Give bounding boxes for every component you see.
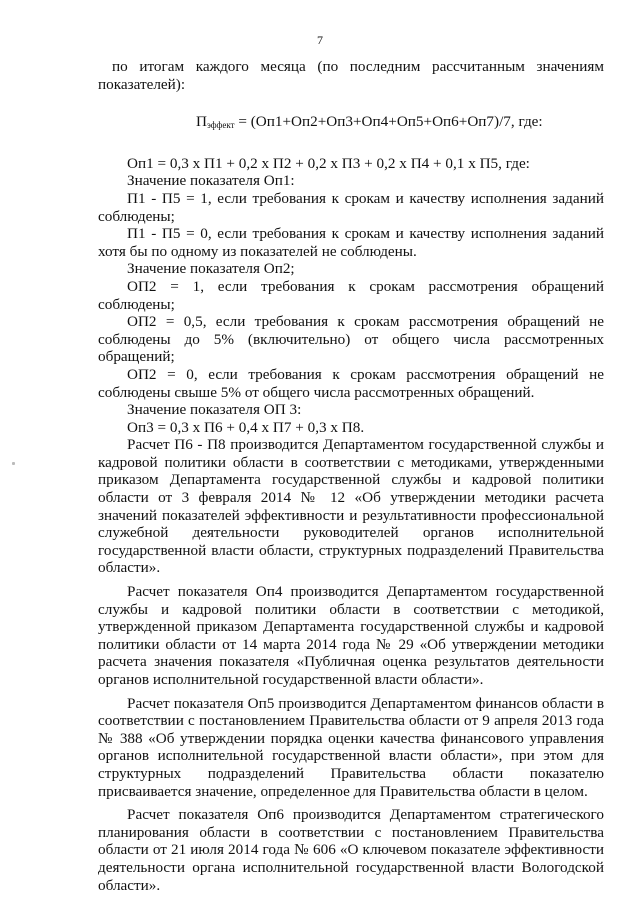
paragraph-calc-p6-p8: Расчет П6 - П8 производится Департаментом государственной службы и кадровой политики области в соответствии с методиками, утвержденными приказом Департамента государственной службы и кадровой политики области от 3 февраля 2014 № 12 «Об утверждении методики расчета значений показателей эффективности и результативности профессиональной служебной деятельности руководителей органов исполнительной государственной власти области, структурных подразделений Правительства области».	[98, 436, 604, 577]
paragraph-op1-not-met: П1 - П5 = 0, если требования к срокам и качеству исполнения заданий хотя бы по одному из показателей не соблюдены.	[98, 225, 604, 260]
page-number: 7	[317, 33, 323, 47]
heading-op2-value: Значение показателя Оп2;	[127, 260, 295, 278]
paragraph-intro: по итогам каждого месяца (по последним рассчитанным значениям показателей):	[98, 58, 604, 93]
formula-op1: Оп1 = 0,3 х П1 + 0,2 х П2 + 0,2 х П3 + 0,2 х П4 + 0,1 х П5, где:	[127, 154, 530, 172]
paragraph-calc-op5: Расчет показателя Оп5 производится Департаментом финансов области в соответствии с постановлением Правительства области от 9 апреля 2013 года № 388 «Об утверждении порядка оценки качества финансового управления органов исполнительной государственной власти области», при этом для структурных подразделений Правительства области показателю присваивается значение, определенное для Правительства области в целом.	[98, 694, 604, 800]
paragraph-op1-met: П1 - П5 = 1, если требования к срокам и качеству исполнения заданий соблюдены;	[98, 189, 604, 225]
scan-speck	[12, 462, 15, 465]
paragraph-calc-op6: Расчет показателя Оп6 производится Департаментом стратегического планирования области в соответствии с постановлением Правительства области от 21 июля 2014 года № 606 «О ключевом показателе эффективности деятельности органа исполнительной государственной власти Вологодской области».	[98, 806, 604, 894]
formula-effect	[98, 113, 604, 135]
paragraph-calc-op4: Расчет показателя Оп4 производится Департаментом государственной службы и кадровой политики области в соответствии с методикой, утвержденной приказом Департамента государственной службы и кадровой политики области от 14 марта 2014 года № 29 «Об утверждении методики расчета значения показателя «Публичная оценка результатов деятельности органов исполнительной государственной власти области».	[98, 583, 604, 688]
formula-effect-symbol: П	[196, 113, 207, 131]
heading-op1-value: Значение показателя Оп1:	[127, 172, 295, 190]
paragraph-op2-zero: ОП2 = 0, если требования к срокам рассмотрения обращений не соблюдены свыше 5% от общего числа рассмотренных обращений.	[98, 365, 604, 401]
document-body	[98, 58, 604, 894]
formula-op3: Оп3 = 0,3 х П6 + 0,4 х П7 + 0,3 х П8.	[127, 418, 365, 436]
formula-effect-body: = (Оп1+Оп2+Оп3+Оп4+Оп5+Оп6+Оп7)/7, где:	[234, 113, 543, 131]
heading-op3-value: Значение показателя ОП 3:	[127, 401, 302, 419]
formula-effect-subscript: эффект	[206, 120, 235, 131]
paragraph-op2-half: ОП2 = 0,5, если требования к срокам рассмотрения обращений не соблюдены до 5% (включительно) от общего числа рассмотренных обращений;	[98, 313, 604, 366]
paragraph-op2-one: ОП2 = 1, если требования к срокам рассмотрения обращений соблюдены;	[98, 277, 604, 313]
